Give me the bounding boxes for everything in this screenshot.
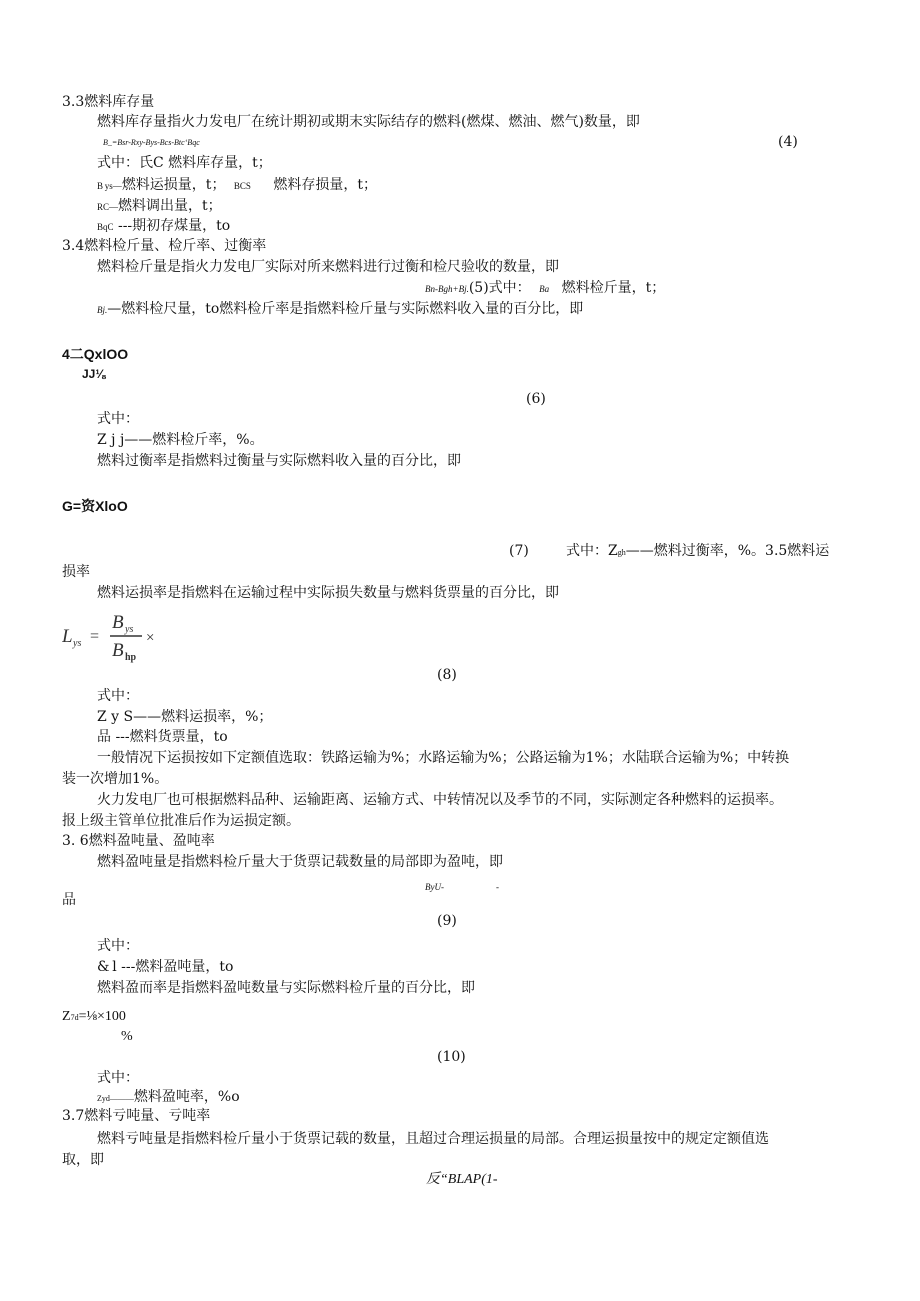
variable-line [97,299,583,320]
where-line: 式中： [97,688,139,704]
formula-5-line [425,278,665,299]
formula-8-denominator-sub: hp [125,652,137,663]
formula-9-dash: - [496,882,499,892]
definition-text: 燃料盈而率是指燃料盈吨数量与实际燃料检斤量的百分比，即 [97,980,475,996]
formula-8-denominator: B [112,640,124,661]
formula-8 [62,608,162,664]
formula-9-symbol: 品 [62,892,76,908]
variable-desc: —燃料检尺量，to燃料检斤率是指燃料检斤量与实际燃料收入量的百分比，即 [107,301,584,317]
where-prefix: 式中：Z [566,543,618,559]
variable-line: 品 ---燃料货票量，to [97,729,228,745]
where-line: 式中：氏C 燃料库存量，t； [97,155,272,171]
definition-text: 燃料亏吨量是指燃料检斤量小于货票记载的数量，且超过合理运损量的局部。合理运损量按中的规定定额值选 [97,1131,769,1147]
variable-symbol: BCS [233,181,251,191]
variable-line [97,175,377,196]
symbol-subscript: gh [617,548,626,557]
formula-4: B_=Bsr-Rxy-Bys-Bcs-Btc‘Bqc [103,138,200,147]
formula-5: Bn-Bgh+Bj. [425,284,469,294]
equation-number-10: (10) [437,1049,466,1065]
where-line: 式中： [97,938,139,954]
variable-desc: ---期初存煤量，to [117,218,231,234]
variable-line [97,196,222,217]
definition-text: 燃料检斤量是指火力发电厂实际对所来燃料进行过衡和检尺验收的数量，即 [97,259,559,275]
formula-10-rest: =⅛×100 [78,1009,126,1024]
formula-10-percent: % [121,1029,133,1044]
where-line [566,541,829,563]
definition-text: 取，即 [62,1152,104,1168]
definition-text: 燃料运损率是指燃料在运输过程中实际损失数量与燃料货票量的百分比，即 [97,585,559,601]
paragraph-line: 一般情况下运损按如下定额值选取：铁路运输为%；水路运输为%；公路运输为1%；水陆联合运输为%；中转换 [97,750,790,766]
formula-9: ByU- [425,882,444,892]
formula-10-Z: Z [62,1009,71,1024]
formula-partial: 反“BLAP(1- [426,1172,498,1187]
equation-number-8: (8) [437,667,457,683]
section-heading-3-3: 3.3燃料库存量 [62,94,155,110]
variable-desc: 燃料调出量，t； [118,198,222,214]
variable-symbol: B ys— [97,181,122,191]
variable-desc: 燃料盈吨率，%o [133,1089,240,1105]
equation-number-4: (4) [778,134,798,150]
where-line: 式中： [97,411,139,427]
variable-line: Z j j——燃料检斤率，%。 [97,432,264,448]
formula-8-numerator-sub: ys [125,624,134,635]
formula-7: G=资XloO [62,498,128,514]
variable-symbol: BqC [97,222,114,232]
variable-line: & l ---燃料盈吨量，to [97,959,234,975]
equation-number-9: (9) [437,913,457,929]
formula-10 [62,1007,126,1028]
section-heading-3-4: 3.4燃料检斤量、检斤率、过衡率 [62,238,267,254]
formula-5-tail: (5)式中： [468,280,531,296]
formula-8-times: × [146,630,155,646]
variable-desc: 燃料检斤量，t； [561,280,666,296]
section-heading-3-6: 3. 6燃料盈吨量、盈吨率 [62,833,215,849]
paragraph-line: 火力发电厂也可根据燃料品种、运输距离、运输方式、中转情况以及季节的不同，实际测定各种燃料的运损率。 [97,792,783,808]
section-heading-3-7: 3.7燃料亏吨量、亏吨率 [62,1108,211,1124]
section-heading-3-5-tail: 损率 [62,564,90,580]
variable-line: Z y S——燃料运损率，%； [97,709,273,725]
formula-6-line1: 4二QxlOO [62,346,129,362]
where-line: 式中： [97,1070,139,1086]
variable-desc: 燃料存损量，t； [273,177,378,193]
definition-text: 燃料库存量指火力发电厂在统计期初或期末实际结存的燃料(燃煤、燃油、燃气)数量，即 [97,114,640,130]
variable-symbol: Ba [539,284,550,294]
formula-8-L-sub: ys [73,638,82,649]
variable-symbol: RC— [97,202,119,212]
variable-symbol: Zyd——— [97,1094,134,1103]
formula-8-equals: = [90,628,100,645]
paragraph-line: 装一次增加1%。 [62,771,169,787]
variable-line [97,216,230,237]
formula-10-sub: 7d [70,1013,79,1022]
definition-text: 燃料盈吨量是指燃料检斤量大于货票记载数量的局部即为盈吨，即 [97,854,503,870]
equation-number-6: (6) [526,391,546,407]
equation-number-7: (7) [509,543,529,559]
formula-6-line2: JJ⅛ [82,367,106,381]
paragraph-line: 报上级主管单位批准后作为运损定额。 [62,813,300,829]
variable-desc: 燃料运损量，t； [121,177,226,193]
formula-8-graphic [62,608,162,664]
variable-symbol: Bj. [97,305,108,315]
where-suffix: ——燃料过衡率，%。3.5燃料运 [625,543,830,559]
formula-8-numerator: B [112,612,124,633]
definition-text: 燃料过衡率是指燃料过衡量与实际燃料收入量的百分比，即 [97,453,461,469]
formula-8-L: L [62,626,73,647]
